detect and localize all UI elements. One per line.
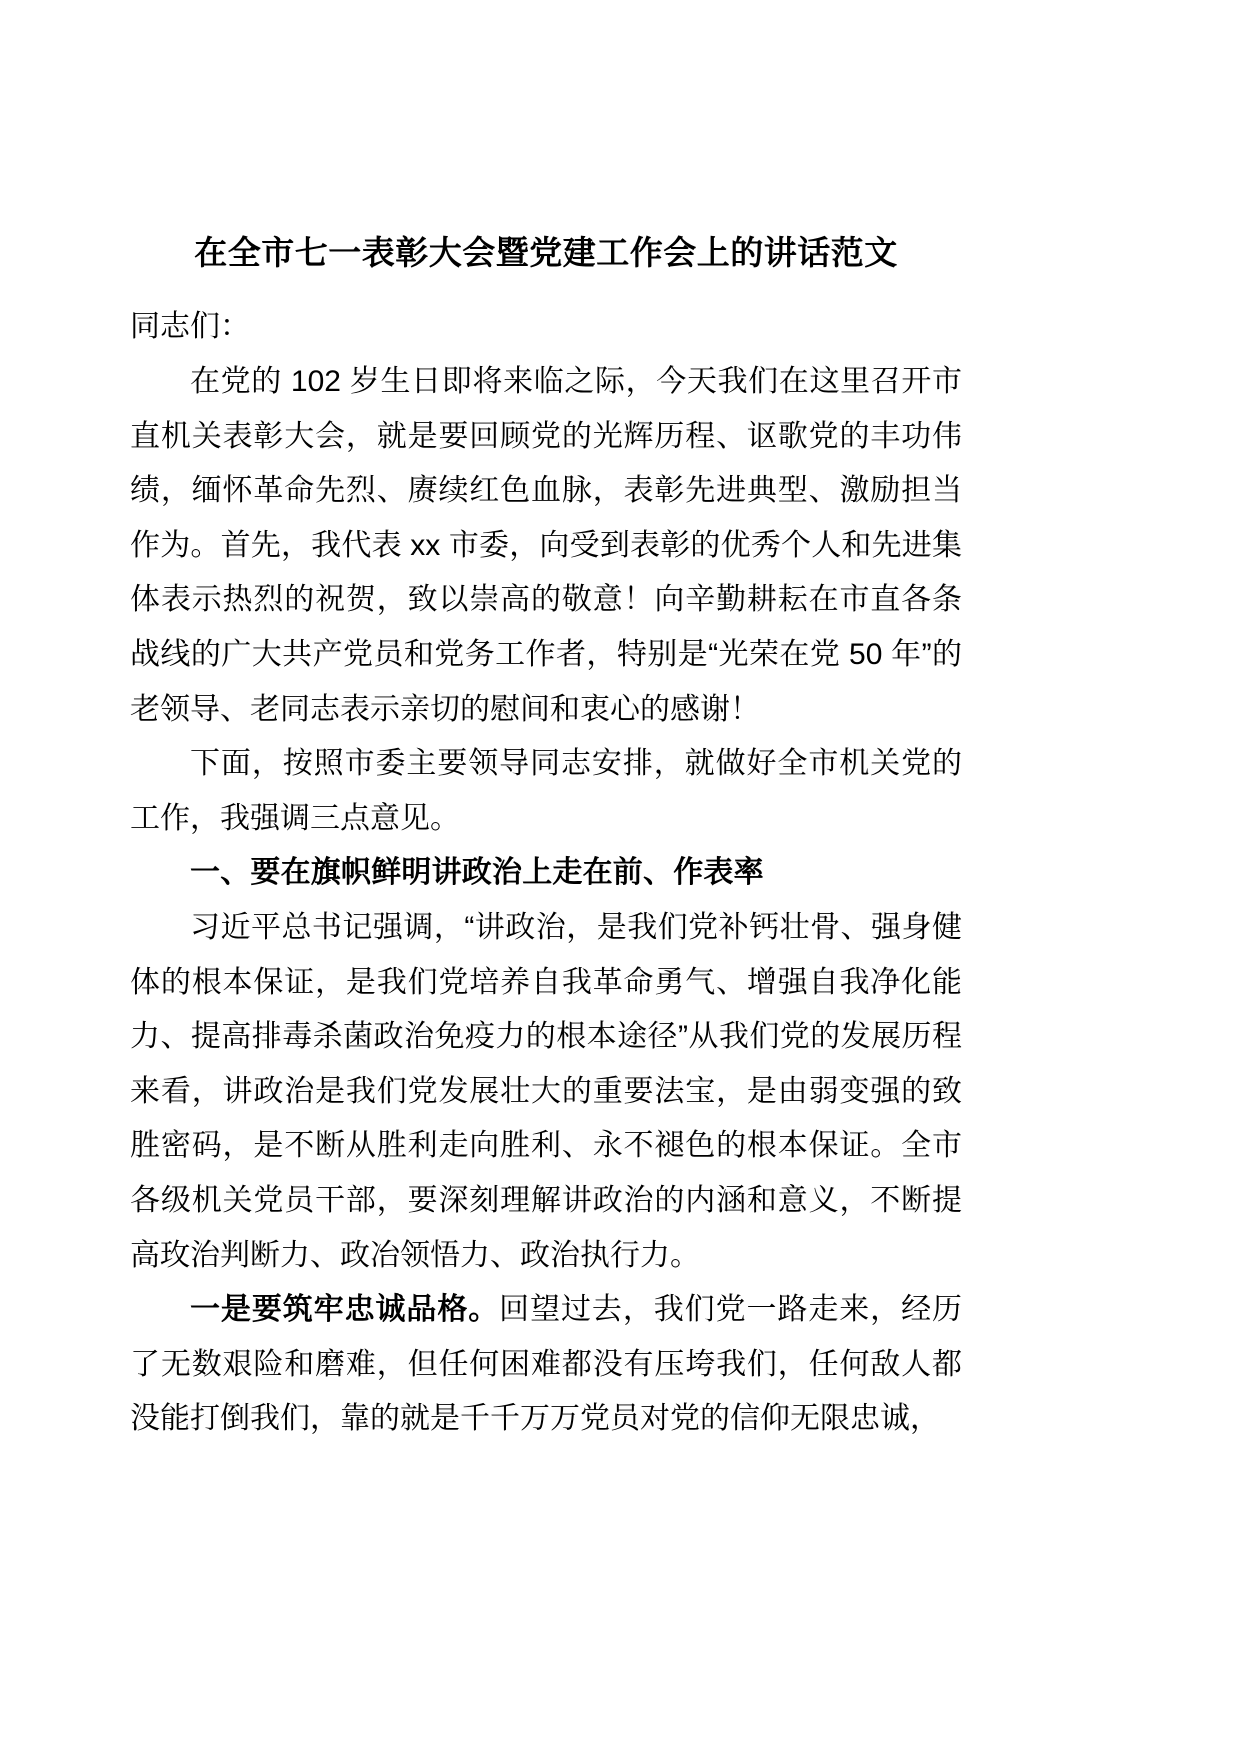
paragraph-subsection-one [130,1283,962,1447]
document-body [130,228,962,1447]
paragraph-opening: 在党的 102 岁生日即将来临之际，今天我们在这里召开市直机关表彰大会，就是要回顾党的光辉历程、讴歌党的丰功伟绩，缅怀革命先烈、赓续红色血脉，表彰先进典型、激励担当作为。首先，我代表 xx 市委，向受到表彰的优秀个人和先进集体表示热烈的祝贺，致以崇高的敬意！向辛勤耕耘在市直各条战线的广大共产党员和党务工作者，特别是“光荣在党 50 年”的老领导、老同志表示亲切的慰间和衷心的感谢！ [130,365,962,726]
document-title: 在全市七一表彰大会暨党建工作会上的讲话范文 [194,234,898,271]
section-heading-one: 一、要在旗帜鲜明讲政治上走在前、作表率 [190,856,764,890]
salutation-line: 同志们： [130,309,250,343]
paragraph-politics-quote: 习近平总书记强调，“讲政治，是我们党补钙壮骨、强身健体的根本保证，是我们党培养自我革命勇气、增强自我净化能力、提高排毒杀菌政治免疫力的根本途径”从我们党的发展历程来看，讲政治是我们党发展壮大的重要法宝，是由弱变强的致胜密码，是不断从胜利走向胜利、永不褪色的根本保证。全市各级机关党员干部，要深刻理解讲政治的内涵和意义，不断提高玫治判断力、政冶领悟力、政治执行力。 [130,911,962,1272]
subsection-lead-label: 一是要筑牢忠诚品格。 [190,1293,500,1327]
subsection-body-text: 回望过去，我们党一路走来，经历了无数艰险和磨难，但任何困难都没有压垮我们，任何敌人都没能打倒我们，靠的就是千千万万党员对党的信仰无限忠诚， [130,1293,963,1436]
paragraph-transition: 下面，按照市委主要领导同志安排，就做好全市机关党的工作，我强调三点意见。 [130,747,962,835]
